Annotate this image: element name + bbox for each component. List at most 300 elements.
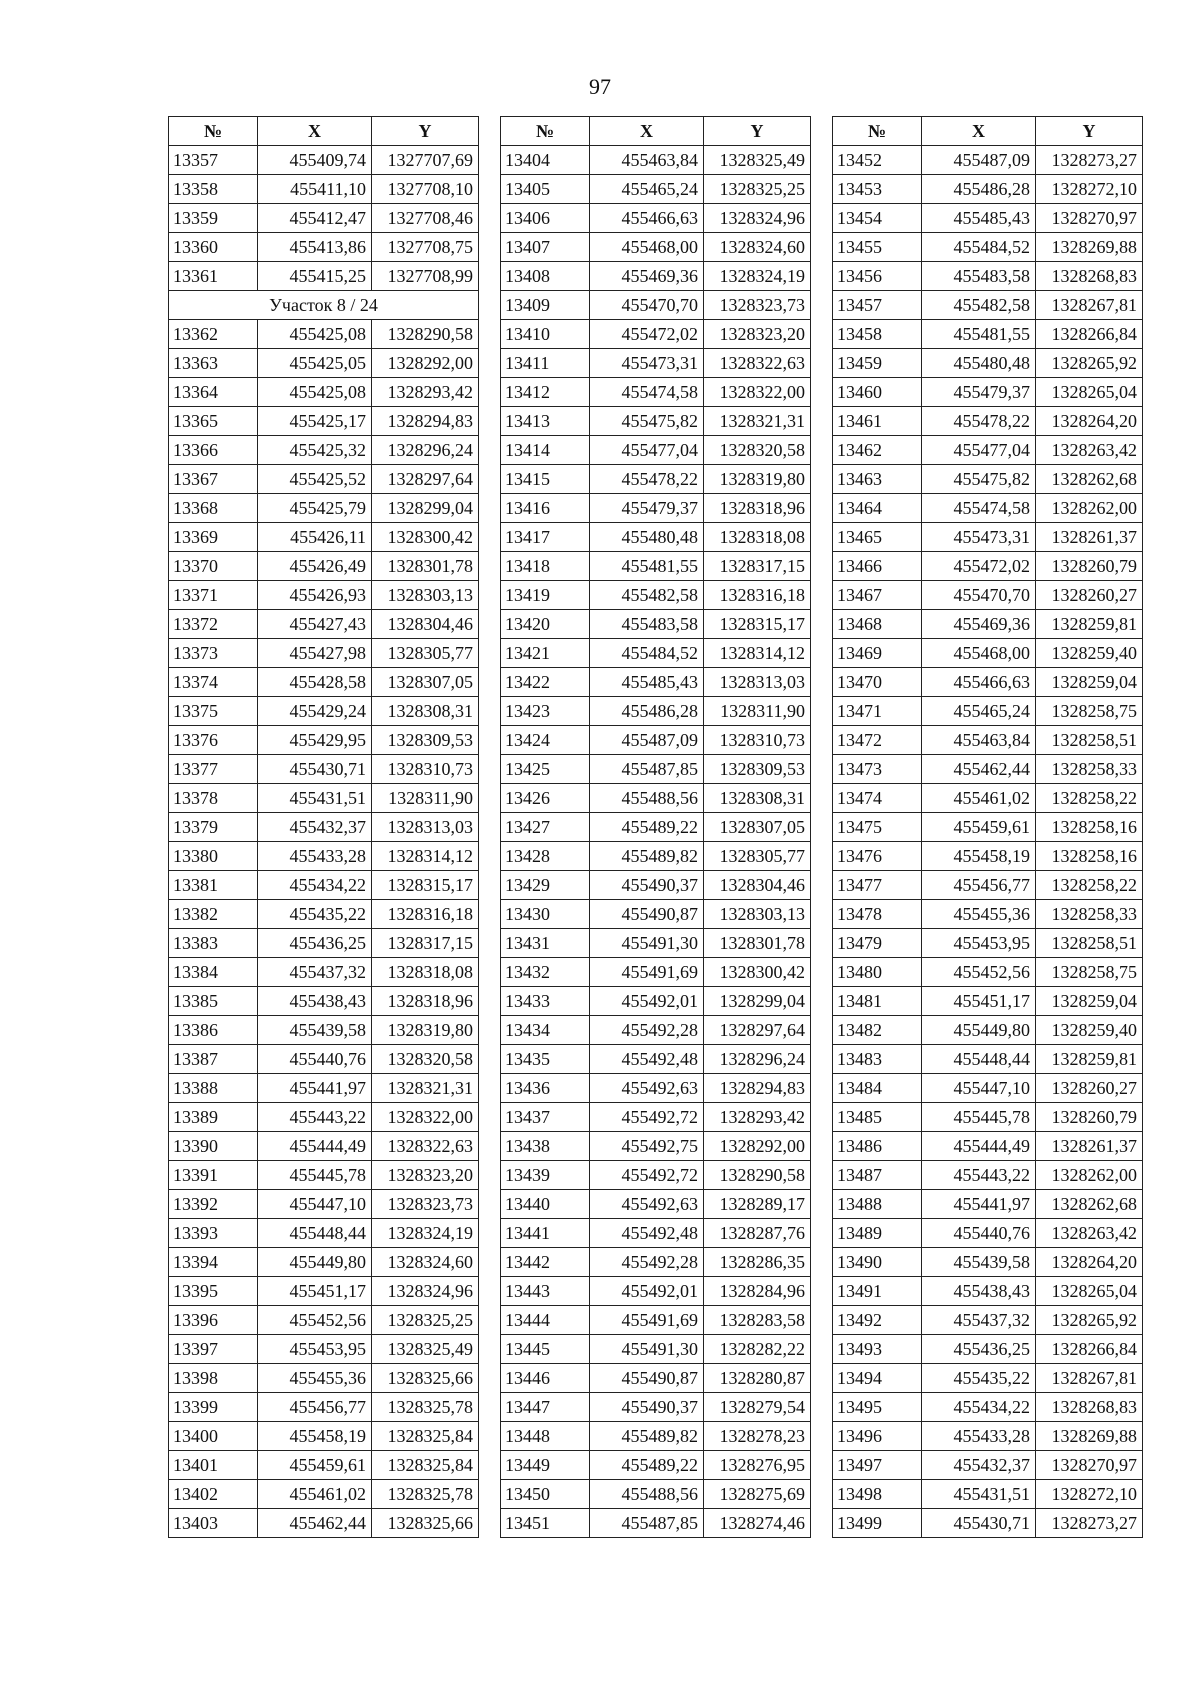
point-number: 13420 xyxy=(501,610,590,639)
table-row xyxy=(833,900,1143,929)
coord-y: 1328304,46 xyxy=(372,610,479,639)
coord-y: 1328296,24 xyxy=(372,436,479,465)
point-number: 13382 xyxy=(169,900,258,929)
point-number: 13384 xyxy=(169,958,258,987)
point-number: 13437 xyxy=(501,1103,590,1132)
coord-y: 1328304,46 xyxy=(704,871,811,900)
coord-x: 455490,87 xyxy=(590,900,704,929)
point-number: 13460 xyxy=(833,378,922,407)
coord-y: 1328289,17 xyxy=(704,1190,811,1219)
coord-x: 455492,48 xyxy=(590,1045,704,1074)
table-row xyxy=(833,726,1143,755)
coord-x: 455462,44 xyxy=(922,755,1036,784)
table-row xyxy=(169,639,479,668)
table-row xyxy=(501,291,811,320)
table-row xyxy=(169,1016,479,1045)
coord-y: 1328301,78 xyxy=(372,552,479,581)
coord-y: 1328258,33 xyxy=(1036,755,1143,784)
coord-y: 1328267,81 xyxy=(1036,1364,1143,1393)
coord-x: 455485,43 xyxy=(922,204,1036,233)
coord-x: 455443,22 xyxy=(258,1103,372,1132)
point-number: 13383 xyxy=(169,929,258,958)
point-number: 13364 xyxy=(169,378,258,407)
table-row xyxy=(833,320,1143,349)
coord-x: 455478,22 xyxy=(922,407,1036,436)
coord-x: 455461,02 xyxy=(258,1480,372,1509)
point-number: 13499 xyxy=(833,1509,922,1538)
coord-y: 1328266,84 xyxy=(1036,320,1143,349)
coord-x: 455425,05 xyxy=(258,349,372,378)
table-row xyxy=(833,1132,1143,1161)
coord-y: 1328260,79 xyxy=(1036,1103,1143,1132)
table-row xyxy=(833,871,1143,900)
coord-x: 455425,79 xyxy=(258,494,372,523)
coord-x: 455487,85 xyxy=(590,1509,704,1538)
table-row xyxy=(501,262,811,291)
coord-y: 1328262,00 xyxy=(1036,1161,1143,1190)
table-row xyxy=(833,291,1143,320)
point-number: 13436 xyxy=(501,1074,590,1103)
coord-x: 455425,17 xyxy=(258,407,372,436)
point-number: 13367 xyxy=(169,465,258,494)
table-row xyxy=(169,1074,479,1103)
table-row xyxy=(169,1190,479,1219)
point-number: 13493 xyxy=(833,1335,922,1364)
coord-y: 1328310,73 xyxy=(704,726,811,755)
coord-x: 455488,56 xyxy=(590,784,704,813)
point-number: 13495 xyxy=(833,1393,922,1422)
coord-x: 455492,01 xyxy=(590,1277,704,1306)
table-row xyxy=(833,407,1143,436)
header-x: X xyxy=(590,117,704,146)
coord-y: 1328325,25 xyxy=(372,1306,479,1335)
coord-x: 455456,77 xyxy=(258,1393,372,1422)
coord-y: 1328280,87 xyxy=(704,1364,811,1393)
coord-x: 455443,22 xyxy=(922,1161,1036,1190)
coord-x: 455486,28 xyxy=(590,697,704,726)
coord-x: 455490,37 xyxy=(590,871,704,900)
table-row xyxy=(169,1132,479,1161)
table-row xyxy=(833,494,1143,523)
table-row xyxy=(833,1422,1143,1451)
table-row xyxy=(501,1451,811,1480)
point-number: 13454 xyxy=(833,204,922,233)
coord-x: 455458,19 xyxy=(922,842,1036,871)
coord-x: 455441,97 xyxy=(258,1074,372,1103)
point-number: 13370 xyxy=(169,552,258,581)
point-number: 13427 xyxy=(501,813,590,842)
point-number: 13386 xyxy=(169,1016,258,1045)
table-row xyxy=(169,987,479,1016)
point-number: 13472 xyxy=(833,726,922,755)
table-row xyxy=(169,697,479,726)
table-row xyxy=(833,842,1143,871)
header-number: № xyxy=(169,117,258,146)
point-number: 13372 xyxy=(169,610,258,639)
coord-x: 455426,49 xyxy=(258,552,372,581)
point-number: 13363 xyxy=(169,349,258,378)
coord-y: 1328319,80 xyxy=(372,1016,479,1045)
table-row xyxy=(501,871,811,900)
coordinate-table-3 xyxy=(832,116,1143,1538)
point-number: 13432 xyxy=(501,958,590,987)
table-row xyxy=(501,929,811,958)
point-number: 13477 xyxy=(833,871,922,900)
coord-y: 1327708,10 xyxy=(372,175,479,204)
coord-x: 455436,25 xyxy=(258,929,372,958)
coord-y: 1328323,20 xyxy=(704,320,811,349)
point-number: 13487 xyxy=(833,1161,922,1190)
table-row xyxy=(169,581,479,610)
coord-y: 1328265,92 xyxy=(1036,1306,1143,1335)
point-number: 13408 xyxy=(501,262,590,291)
coord-y: 1328324,19 xyxy=(372,1219,479,1248)
table-row xyxy=(169,842,479,871)
point-number: 13422 xyxy=(501,668,590,697)
coord-x: 455489,82 xyxy=(590,842,704,871)
coord-y: 1328259,04 xyxy=(1036,668,1143,697)
table-row xyxy=(833,697,1143,726)
table-row xyxy=(169,871,479,900)
point-number: 13418 xyxy=(501,552,590,581)
coord-x: 455452,56 xyxy=(258,1306,372,1335)
coord-x: 455436,25 xyxy=(922,1335,1036,1364)
coord-y: 1328259,04 xyxy=(1036,987,1143,1016)
point-number: 13425 xyxy=(501,755,590,784)
coord-x: 455481,55 xyxy=(590,552,704,581)
table-row xyxy=(501,1190,811,1219)
coord-y: 1328297,64 xyxy=(704,1016,811,1045)
coord-y: 1328299,04 xyxy=(372,494,479,523)
table-row xyxy=(833,987,1143,1016)
point-number: 13466 xyxy=(833,552,922,581)
table-row xyxy=(501,1132,811,1161)
coord-y: 1328307,05 xyxy=(372,668,479,697)
coord-x: 455444,49 xyxy=(922,1132,1036,1161)
point-number: 13415 xyxy=(501,465,590,494)
table-row xyxy=(501,842,811,871)
point-number: 13452 xyxy=(833,146,922,175)
table-row xyxy=(833,262,1143,291)
coord-y: 1328259,81 xyxy=(1036,1045,1143,1074)
table-row xyxy=(169,900,479,929)
coord-y: 1328286,35 xyxy=(704,1248,811,1277)
coord-x: 455447,10 xyxy=(258,1190,372,1219)
table-row xyxy=(833,1016,1143,1045)
coord-x: 455492,72 xyxy=(590,1103,704,1132)
coord-y: 1328325,66 xyxy=(372,1364,479,1393)
table-row xyxy=(501,784,811,813)
coord-y: 1328307,05 xyxy=(704,813,811,842)
point-number: 13365 xyxy=(169,407,258,436)
coord-y: 1328259,81 xyxy=(1036,610,1143,639)
coord-y: 1328266,84 xyxy=(1036,1335,1143,1364)
coord-x: 455440,76 xyxy=(258,1045,372,1074)
table-row xyxy=(833,929,1143,958)
coordinate-table-1 xyxy=(168,116,479,1538)
coord-x: 455472,02 xyxy=(590,320,704,349)
coord-y: 1328261,37 xyxy=(1036,523,1143,552)
point-number: 13404 xyxy=(501,146,590,175)
coord-x: 455459,61 xyxy=(258,1451,372,1480)
coord-x: 455492,28 xyxy=(590,1016,704,1045)
coord-y: 1328270,97 xyxy=(1036,1451,1143,1480)
table-row xyxy=(501,1219,811,1248)
coord-y: 1328274,46 xyxy=(704,1509,811,1538)
point-number: 13426 xyxy=(501,784,590,813)
table-row xyxy=(501,1103,811,1132)
point-number: 13448 xyxy=(501,1422,590,1451)
coord-x: 455479,37 xyxy=(590,494,704,523)
coord-x: 455465,24 xyxy=(922,697,1036,726)
point-number: 13474 xyxy=(833,784,922,813)
point-number: 13423 xyxy=(501,697,590,726)
point-number: 13377 xyxy=(169,755,258,784)
point-number: 13482 xyxy=(833,1016,922,1045)
coord-y: 1328319,80 xyxy=(704,465,811,494)
coord-y: 1328322,00 xyxy=(372,1103,479,1132)
point-number: 13486 xyxy=(833,1132,922,1161)
coord-y: 1328278,23 xyxy=(704,1422,811,1451)
coord-y: 1328323,20 xyxy=(372,1161,479,1190)
coord-x: 455439,58 xyxy=(922,1248,1036,1277)
point-number: 13496 xyxy=(833,1422,922,1451)
point-number: 13476 xyxy=(833,842,922,871)
coord-x: 455438,43 xyxy=(922,1277,1036,1306)
table-row xyxy=(833,1248,1143,1277)
coord-y: 1328320,58 xyxy=(372,1045,479,1074)
coord-x: 455491,30 xyxy=(590,929,704,958)
coord-x: 455425,32 xyxy=(258,436,372,465)
coord-y: 1328258,16 xyxy=(1036,813,1143,842)
coord-x: 455480,48 xyxy=(590,523,704,552)
coord-y: 1328260,27 xyxy=(1036,581,1143,610)
point-number: 13431 xyxy=(501,929,590,958)
table-row xyxy=(169,494,479,523)
point-number: 13416 xyxy=(501,494,590,523)
coord-y: 1328325,49 xyxy=(372,1335,479,1364)
table-row xyxy=(501,175,811,204)
table-row xyxy=(833,1335,1143,1364)
table-row xyxy=(169,175,479,204)
table-row xyxy=(169,726,479,755)
point-number: 13428 xyxy=(501,842,590,871)
coord-y: 1328258,75 xyxy=(1036,697,1143,726)
coord-y: 1328292,00 xyxy=(372,349,479,378)
coord-y: 1328316,18 xyxy=(372,900,479,929)
coord-y: 1327708,46 xyxy=(372,204,479,233)
point-number: 13375 xyxy=(169,697,258,726)
point-number: 13397 xyxy=(169,1335,258,1364)
point-number: 13464 xyxy=(833,494,922,523)
table-row xyxy=(501,668,811,697)
coord-x: 455437,32 xyxy=(922,1306,1036,1335)
coord-y: 1327708,99 xyxy=(372,262,479,291)
table-row xyxy=(501,1509,811,1538)
table-row xyxy=(833,378,1143,407)
point-number: 13463 xyxy=(833,465,922,494)
point-number: 13409 xyxy=(501,291,590,320)
point-number: 13379 xyxy=(169,813,258,842)
coord-y: 1328324,60 xyxy=(372,1248,479,1277)
table-row xyxy=(169,1045,479,1074)
table-row xyxy=(501,1161,811,1190)
table-row xyxy=(501,813,811,842)
coord-x: 455491,69 xyxy=(590,1306,704,1335)
table-row xyxy=(501,1393,811,1422)
point-number: 13387 xyxy=(169,1045,258,1074)
point-number: 13494 xyxy=(833,1364,922,1393)
table-row xyxy=(501,1306,811,1335)
table-row xyxy=(833,1364,1143,1393)
coord-y: 1328273,27 xyxy=(1036,146,1143,175)
coord-y: 1328309,53 xyxy=(704,755,811,784)
coord-x: 455489,22 xyxy=(590,813,704,842)
coord-y: 1328273,27 xyxy=(1036,1509,1143,1538)
table-row xyxy=(833,1190,1143,1219)
coord-y: 1328292,00 xyxy=(704,1132,811,1161)
coord-y: 1328303,13 xyxy=(704,900,811,929)
table-row xyxy=(169,755,479,784)
point-number: 13402 xyxy=(169,1480,258,1509)
coord-y: 1328264,20 xyxy=(1036,1248,1143,1277)
coord-x: 455487,09 xyxy=(590,726,704,755)
coord-y: 1328317,15 xyxy=(372,929,479,958)
table-row xyxy=(169,668,479,697)
coord-x: 455448,44 xyxy=(258,1219,372,1248)
coord-y: 1328321,31 xyxy=(372,1074,479,1103)
point-number: 13485 xyxy=(833,1103,922,1132)
coord-x: 455463,84 xyxy=(590,146,704,175)
table-row xyxy=(833,1219,1143,1248)
coord-y: 1328272,10 xyxy=(1036,175,1143,204)
coord-y: 1328276,95 xyxy=(704,1451,811,1480)
coord-x: 455461,02 xyxy=(922,784,1036,813)
point-number: 13480 xyxy=(833,958,922,987)
coord-x: 455492,72 xyxy=(590,1161,704,1190)
coord-x: 455449,80 xyxy=(922,1016,1036,1045)
coord-x: 455490,37 xyxy=(590,1393,704,1422)
table-row xyxy=(833,639,1143,668)
point-number: 13470 xyxy=(833,668,922,697)
coord-y: 1328310,73 xyxy=(372,755,479,784)
coord-y: 1328318,96 xyxy=(704,494,811,523)
point-number: 13373 xyxy=(169,639,258,668)
coord-y: 1328264,20 xyxy=(1036,407,1143,436)
table-row xyxy=(833,1103,1143,1132)
coord-y: 1328293,42 xyxy=(704,1103,811,1132)
coord-y: 1328290,58 xyxy=(372,320,479,349)
header-x: X xyxy=(258,117,372,146)
point-number: 13479 xyxy=(833,929,922,958)
table-row xyxy=(169,1364,479,1393)
point-number: 13465 xyxy=(833,523,922,552)
coord-x: 455490,87 xyxy=(590,1364,704,1393)
coord-x: 455488,56 xyxy=(590,1480,704,1509)
coord-x: 455444,49 xyxy=(258,1132,372,1161)
coord-y: 1328324,96 xyxy=(704,204,811,233)
coord-y: 1328308,31 xyxy=(704,784,811,813)
point-number: 13468 xyxy=(833,610,922,639)
point-number: 13399 xyxy=(169,1393,258,1422)
coord-y: 1328313,03 xyxy=(372,813,479,842)
coord-y: 1328275,69 xyxy=(704,1480,811,1509)
coord-y: 1328269,88 xyxy=(1036,1422,1143,1451)
coord-x: 455463,84 xyxy=(922,726,1036,755)
table-row xyxy=(833,1277,1143,1306)
point-number: 13374 xyxy=(169,668,258,697)
coord-x: 455449,80 xyxy=(258,1248,372,1277)
table-row xyxy=(169,813,479,842)
point-number: 13358 xyxy=(169,175,258,204)
table-row xyxy=(169,1277,479,1306)
coord-y: 1328305,77 xyxy=(372,639,479,668)
point-number: 13488 xyxy=(833,1190,922,1219)
table-row xyxy=(501,233,811,262)
point-number: 13414 xyxy=(501,436,590,465)
point-number: 13376 xyxy=(169,726,258,755)
coord-x: 455459,61 xyxy=(922,813,1036,842)
coord-y: 1328301,78 xyxy=(704,929,811,958)
coord-x: 455492,63 xyxy=(590,1074,704,1103)
table-row xyxy=(169,349,479,378)
table-row xyxy=(169,552,479,581)
coord-x: 455475,82 xyxy=(590,407,704,436)
table-row xyxy=(169,465,479,494)
coord-x: 455455,36 xyxy=(922,900,1036,929)
point-number: 13442 xyxy=(501,1248,590,1277)
coord-x: 455465,24 xyxy=(590,175,704,204)
coord-x: 455489,22 xyxy=(590,1451,704,1480)
point-number: 13391 xyxy=(169,1161,258,1190)
point-number: 13439 xyxy=(501,1161,590,1190)
table-row xyxy=(169,784,479,813)
coord-y: 1328259,40 xyxy=(1036,1016,1143,1045)
table-row xyxy=(501,958,811,987)
point-number: 13413 xyxy=(501,407,590,436)
coord-x: 455491,30 xyxy=(590,1335,704,1364)
point-number: 13446 xyxy=(501,1364,590,1393)
table-row xyxy=(833,1480,1143,1509)
table-row xyxy=(833,1509,1143,1538)
point-number: 13483 xyxy=(833,1045,922,1074)
header-y: Y xyxy=(372,117,479,146)
coord-x: 455474,58 xyxy=(922,494,1036,523)
point-number: 13490 xyxy=(833,1248,922,1277)
coord-x: 455445,78 xyxy=(258,1161,372,1190)
coord-y: 1328323,73 xyxy=(372,1190,479,1219)
table-header-row xyxy=(833,117,1143,146)
coord-y: 1328317,15 xyxy=(704,552,811,581)
coord-x: 455426,11 xyxy=(258,523,372,552)
coord-y: 1328308,31 xyxy=(372,697,479,726)
point-number: 13469 xyxy=(833,639,922,668)
coord-x: 455425,08 xyxy=(258,378,372,407)
coord-x: 455481,55 xyxy=(922,320,1036,349)
coord-x: 455470,70 xyxy=(590,291,704,320)
coord-x: 455477,04 xyxy=(590,436,704,465)
table-row xyxy=(169,146,479,175)
coord-x: 455451,17 xyxy=(922,987,1036,1016)
point-number: 13381 xyxy=(169,871,258,900)
coord-y: 1328259,40 xyxy=(1036,639,1143,668)
point-number: 13444 xyxy=(501,1306,590,1335)
coord-x: 455472,02 xyxy=(922,552,1036,581)
coord-x: 455453,95 xyxy=(258,1335,372,1364)
table-row xyxy=(833,233,1143,262)
point-number: 13445 xyxy=(501,1335,590,1364)
table-row xyxy=(169,1248,479,1277)
